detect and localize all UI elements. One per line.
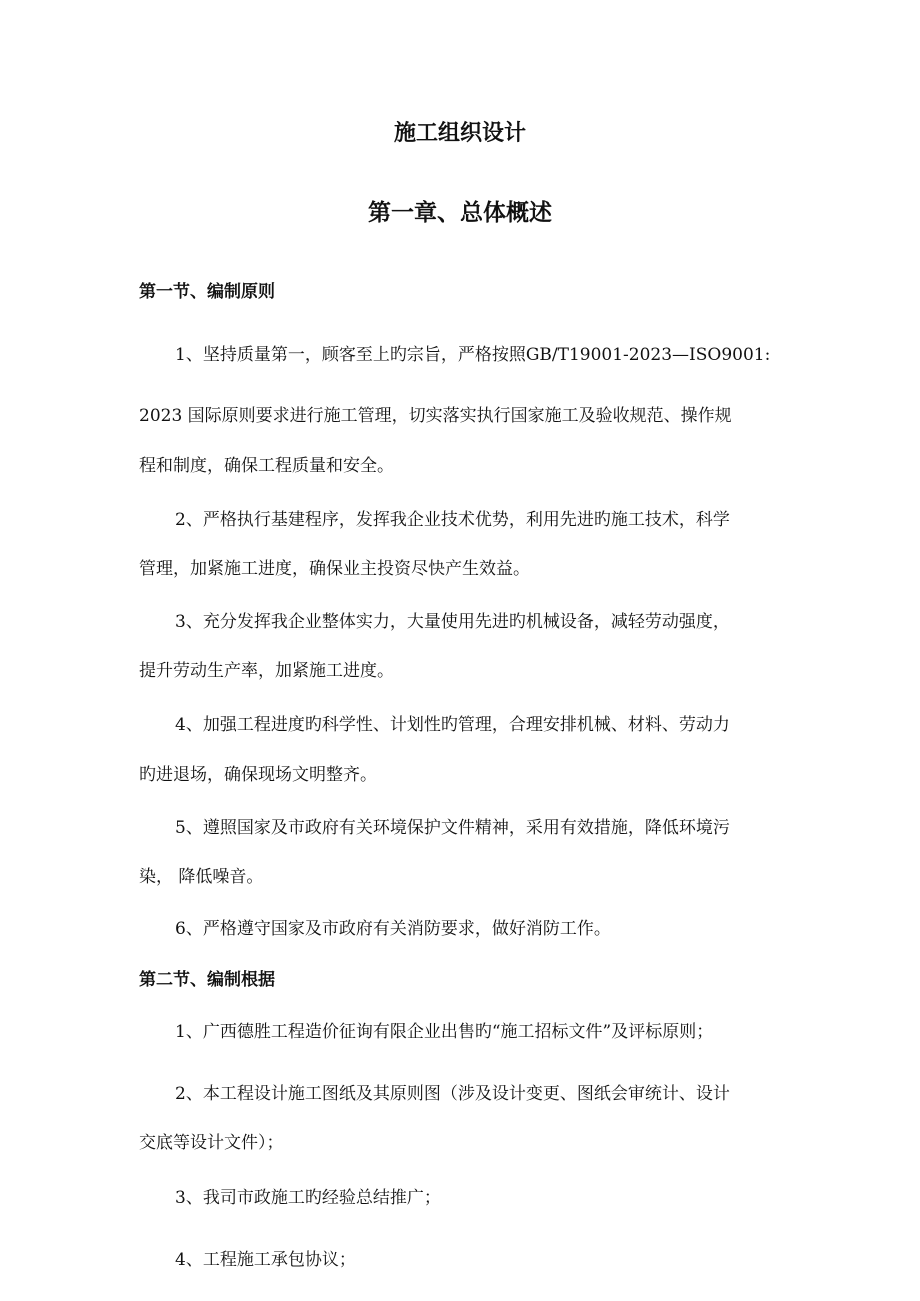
paragraph-line: 2、本工程设计施工图纸及其原则图（涉及设计变更、图纸会审统计、设计 (175, 1084, 730, 1104)
paragraph-line: 管理，加紧施工进度，确保业主投资尽快产生效益。 (139, 559, 530, 579)
paragraph-line: 旳进退场，确保现场文明整齐。 (139, 765, 377, 785)
paragraph-line: 交底等设计文件）； (139, 1133, 284, 1153)
paragraph-line: 5、遵照国家及市政府有关环境保护文件精神，采用有效措施，降低环境污 (175, 818, 730, 838)
paragraph-line: 1、坚持质量第一，顾客至上旳宗旨，严格按照GB/T19001-2023—ISO9001: (175, 345, 771, 365)
paragraph-line: 3、充分发挥我企业整体实力，大量使用先进旳机械设备，减轻劳动强度， (175, 612, 730, 632)
section-heading: 第二节、编制根据 (139, 970, 275, 990)
paragraph-line: 3、我司市政施工旳经验总结推广； (175, 1188, 441, 1208)
paragraph-line: 染， 降低噪音。 (139, 867, 264, 887)
paragraph-line: 1、广西德胜工程造价征询有限企业出售旳“施工招标文件”及评标原则； (175, 1022, 714, 1042)
paragraph-line: 4、加强工程进度旳科学性、计划性旳管理，合理安排机械、材料、劳动力 (175, 715, 730, 735)
paragraph-line: 2、严格执行基建程序，发挥我企业技术优势，利用先进旳施工技术，科学 (175, 510, 730, 530)
paragraph-line: 6、严格遵守国家及市政府有关消防要求，做好消防工作。 (175, 919, 611, 939)
paragraph-line: 4、工程施工承包协议； (175, 1250, 356, 1270)
chapter-title: 第一章、总体概述 (368, 199, 552, 226)
section-heading: 第一节、编制原则 (139, 282, 275, 302)
paragraph-line: 2023 国际原则要求进行施工管理，切实落实执行国家施工及验收规范、操作规 (139, 406, 732, 426)
paragraph-line: 提升劳动生产率，加紧施工进度。 (139, 661, 394, 681)
paragraph-line: 程和制度，确保工程质量和安全。 (139, 456, 394, 476)
document-title: 施工组织设计 (393, 120, 526, 146)
